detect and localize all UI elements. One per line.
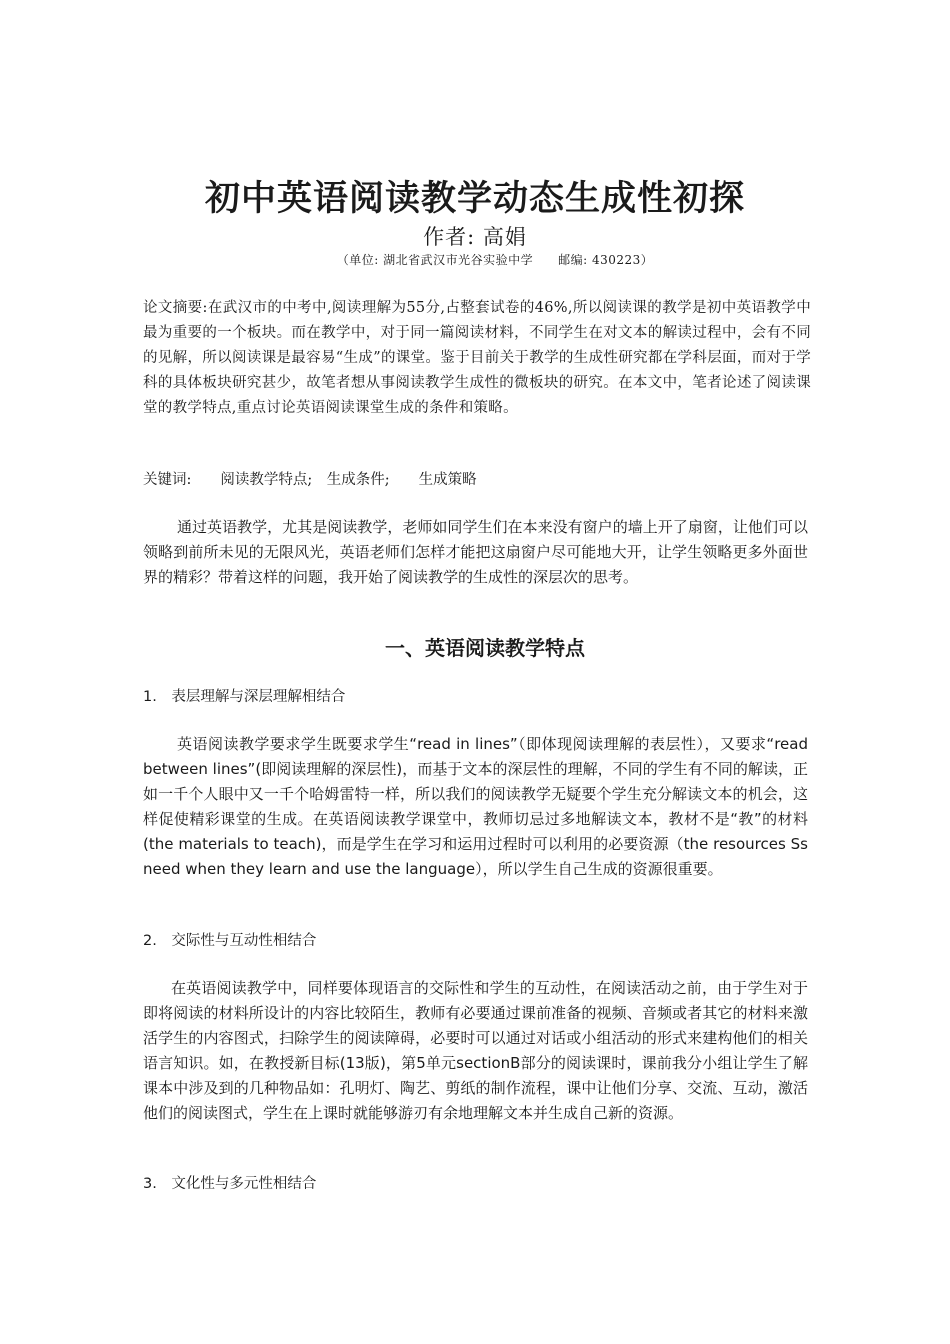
abstract-paragraph: 论文摘要:在武汉市的中考中,阅读理解为55分,占整套试卷的46%,所以阅读课的教学是初中英语教学中最为重要的一个板块。而在教学中，对于同一篇阅读材料，不同学生在对文本的解读过程中，会有不同的见解，所以阅读课是最容易“生成”的课堂。鉴于目前关于教学的生成性研究都在学科层面，而对于学科的具体板块研究甚少，故笔者想从事阅读教学生成性的微板块的研究。在本文中，笔者论述了阅读课堂的教学特点,重点讨论英语阅读课堂生成的条件和策略。 — [143, 300, 811, 416]
intro-paragraph: 通过英语教学，尤其是阅读教学，老师如同学生们在本来没有窗户的墙上开了扇窗，让他们可以领略到前所未见的无限风光，英语老师们怎样才能把这扇窗户尽可能地大开，让学生领略更多外面世界的精彩？带着这样的问题，我开始了阅读教学的生成性的深层次的思考。 — [143, 518, 808, 586]
keywords-line: 关键词: 阅读教学特点; 生成条件; 生成策略 — [143, 472, 477, 488]
subsection-heading: 3. 文化性与多元性相结合 — [143, 1176, 317, 1192]
paper-title: 初中英语阅读教学动态生成性初探 — [204, 179, 745, 219]
body-paragraph: 在英语阅读教学中，同样要体现语言的交际性和学生的互动性，在阅读活动之前，由于学生对于即将阅读的材料所设计的内容比较陌生，教师有必要通过课前准备的视频、音频或者其它的材料来激活学生的内容图式，扫除学生的阅读障碍，必要时可以通过对话或小组活动的形式来建构他们的相关语言知识。如，在教授新目标(13版)，第5单元sectionB部分的阅读课时，课前我分小组让学生了解课本中涉及到的几种物品如：孔明灯、陶艺、剪纸的制作流程，课中让他们分享、交流、互动，激活他们的阅读图式，学生在上课时就能够游刃有余地理解文本并生成自己新的资源。 — [143, 979, 808, 1122]
author-line: 作者: 高娟 — [423, 225, 527, 249]
affiliation-line: （单位: 湖北省武汉市光谷实验中学 邮编: 430223） — [336, 253, 654, 267]
body-paragraph: 英语阅读教学要求学生既要求学生“read in lines”（即体现阅读理解的表层性），又要求“read between lines”(即阅读理解的深层性)，而基于文本的深层性的理解，不同的学生有不同的解读，正如一千个人眼中又一千个哈姆雷特一样，所以我们的阅读教学无疑要个学生充分解读文本的机会，这样促使精彩课堂的生成。在英语阅读教学课堂中，教师切忌过多地解读文本，教材不是“教”的材料(the materials to teach)，而是学生在学习和运用过程时可以利用的必要资源（the resources Ss need when they learn and use the language），所以学生自己生成的资源很重要。 — [143, 735, 808, 878]
section-heading: 一、英语阅读教学特点 — [385, 636, 585, 660]
subsection-heading: 1. 表层理解与深层理解相结合 — [143, 689, 346, 705]
subsection-heading: 2. 交际性与互动性相结合 — [143, 933, 317, 949]
